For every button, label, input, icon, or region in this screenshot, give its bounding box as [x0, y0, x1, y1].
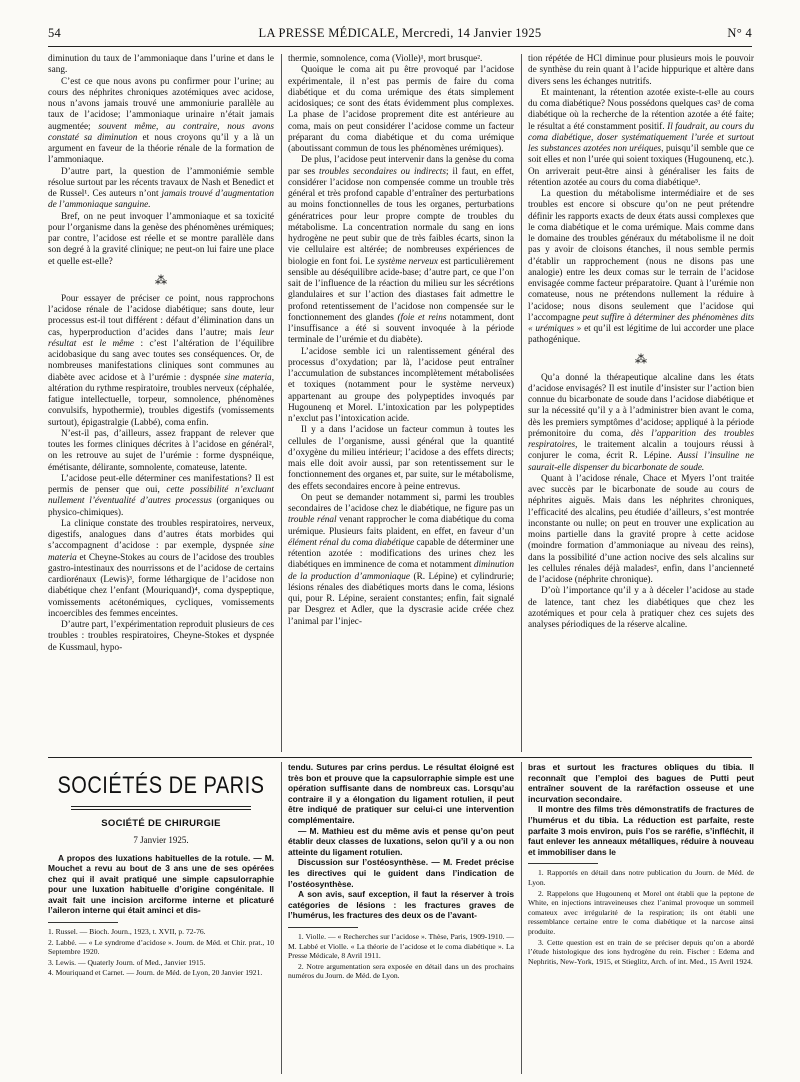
societes-column-1 — [48, 762, 274, 1074]
footnote: 3. Lewis. — Quaterly Journ. of Med., Janvier 1915. — [48, 957, 206, 967]
issue-number: N° 4 — [727, 26, 752, 40]
paragraph: D’où l’importance qu’il y a à déceler l’acidose au stade de latence, tant chez les diabétiques que chez les azotémiques et pour cela à pratiquer chez ces sujets des analyses périodiques de la réserve alcaline. — [528, 586, 754, 630]
paragraph: D’autre part, la question de l’ammoniémie semble résolue surtout par les récents travaux de Nash et Benedict et de Russel¹. Ces auteurs n’ont jamais trouvé d’augmentation de l’ammoniaque sanguine. — [48, 166, 274, 211]
footnotes — [48, 927, 274, 978]
page-header — [48, 26, 752, 44]
paragraph: Bref, on ne peut invoquer l’ammoniaque et sa toxicité pour l’organisme dans la genèse des phénomènes urémiques; par contre, l’acidose est réelle et se montre parallèle dans son degré à la gravité clinique; ne peut-on lui faire une place et quelle est-elle? — [48, 211, 274, 267]
paragraph: La question du métabolisme intermédiaire et de ses troubles est encore si obscure qu’on ne peut prétendre définir les rapports exacts de deux états aussi complexes que le coma diabétique et le coma urémique. Mais comme dans le domaine des troubles généraux du métabolisme il ne doit pas y avoir de cloisons étanches, il nous semble permis d’établir un rapprochement (nous ne disons pas une analogie) entre les deux comas sur le terrain de l’acidose envisagée comme facteur préparatoire. Quant à l’urémie non comateuse, nous ne prétendons nullement la réduire à l’acidose; nous disons seulement que l’acidose qui l’accompagne peut suffire à déterminer des phénomènes dits « urémiques » et qu’il est légitime de lui accorder une place pathogénique. — [528, 189, 754, 346]
header-rule — [48, 46, 752, 47]
paragraph: tion répétée de HCl diminue pour plusieurs mois le pouvoir de synthèse du rein quant à l’acide hippurique et altère dans divers sens les échanges nutritifs. — [528, 54, 754, 87]
paragraph: C’est ce que nous avons pu confirmer pour l’urine; au cours des néphrites chroniques azotémiques avec acidose, nous n’avons jamais trouvé une ammoniurie parallèle au taux de l’acidose; l’ammoniaque urinaire n’était jamais augmentée; souvent même, au contraire, nous avons constaté sa diminution et nous croyons qu’il y a là un argument en faveur de la théorie rénale de la formation de l’ammoniaque. — [48, 76, 274, 166]
societes-column-2 — [288, 762, 514, 1074]
article-column-2 — [288, 54, 514, 754]
article-column-1 — [48, 54, 274, 754]
paragraph: Et maintenant, la rétention azotée existe-t-elle au cours du coma diabétique? Nous possédons quelques cas³ de coma diabétique où la recherche de la rétention azotée a été faite; le résultat a été constamment positif. Il faudrait, au cours du coma diabétique, doser systématiquement l’urée et surtout les substances azotées non uréiques, puisqu’il semble que ce soit elles et non l’urée qui soient toxiques (Hugounenq, etc.). On arriverait peut-être ainsi à généraliser les faits de rétention azotée au cours du coma diabétique⁵. — [528, 87, 754, 188]
column-divider — [281, 762, 282, 1074]
paragraph: L’acidose peut-elle déterminer ces manifestations? Il est permis de penser que oui, cette possibilité n’excluant nullement l’éventualité d’autres processus (organiques ou physico-chimiques). — [48, 473, 274, 518]
societes-column-3 — [528, 762, 754, 1074]
paragraph: La clinique constate des troubles respiratoires, nerveux, digestifs, analogues dans d’autres états morbides qui s’accompagnent d’acidose : par exemple, dyspnée sine materia et Cheyne-Stokes au cours de l’acidose des troubles gastro-intestinaux des nourrissons et de l’acidose de certains cardiorénaux (Lewis)³, forme léthargique de l’acidose non diabétique chez l’enfant (Mouriquand)⁴, coma dyspeptique, vomissements acétonémiques, cycliques, vomissements incoercibles des femmes enceintes. — [48, 518, 274, 619]
paragraph: Qu’a donné la thérapeutique alcaline dans les états d’acidose envisagés? Il est inutile d’insister sur l’action bien connue du bicarbonate de soude dans l’acidose diabétique et sur la nécessité qu’il y a à l’administrer bien avant le coma, dès les premiers symptômes d’acidose; appliqué à la période prémonitoire du coma, dès l’apparition des troubles respiratoires, le traitement alcalin a toujours réussi à conjurer le coma, écrit R. Lépine. Aussi l’insuline ne saurait-elle dispenser du bicarbonate de soude. — [528, 372, 754, 473]
page-number: 54 — [48, 26, 62, 40]
paragraph: On peut se demander notamment si, parmi les troubles secondaires de l’acidose chez le diabétique, ne figure pas un trouble rénal venant rapprocher le coma diabétique du coma urémique. Plusieurs faits plaident, en effet, en faveur d’un élément rénal du coma diabétique capable de déterminer une rétention azotée : modifications des urines chez les diabétiques en imminence de coma et notamment diminution de la production d’ammoniaque (R. Lépine) et cylindrurie; lésions rénales des diabétiques morts dans le coma, lésions qui, pour R. Lépine, seraient constantes; enfin, fait signalé par Desgrez et Adler, que la dyscrasie acide créée chez l’animal par l’injec- — [288, 492, 514, 627]
footnotes — [528, 868, 754, 966]
paragraph: N’est-il pas, d’ailleurs, assez frappant de relever que toutes les formes cliniques décrites à l’acidose en général², on les retrouve au sujet de l’urémie : forme dyspnéique, émétisante, délirante, somnolente, comateuse, latente. — [48, 428, 274, 473]
footnote: 3. Cette question est en train de se préciser depuis qu’on a abordé l’étude histologique des ions hydrogène du rein. Fischer : Edema and Nephritis, New-York, 1915, et Stieglitz, Arch. of int. Med., 15 Avril 1924. — [528, 937, 754, 966]
section-separator: ⁂ — [155, 272, 167, 287]
paragraph: tendu. Sutures par crins perdus. Le résultat éloigné est très bon et prouve que la capsulorraphie simple est une opération suffisante dans de nombreux cas. Lorsqu’au contraire il y a élongation du ligament rotulien, il peut être indiqué de pratiquer sur celui-ci une intervention complémentaire. — [288, 762, 514, 825]
paragraph: bras et surtout les fractures obliques du tibia. Il reconnaît que l’emploi des bagues de Putti peut entraîner souvent de la raréfaction osseuse et une incurvation secondaire. — [528, 762, 754, 804]
paragraph: Quoique le coma ait pu être provoqué par l’acidose expérimentale, il n’est pas permis de faire du coma diabétique et du coma urémique des états simplement acidosiques; ce sont des états évidemment plus complexes. La phase de l’acidose proprement dite est antérieure au coma, mais on peut considérer l’acidose comme un facteur préparant du coma diabétique et du coma urémique (aboutissant commun de tous les phénomènes urémiques). — [288, 65, 514, 154]
footnote-rule — [528, 863, 598, 864]
society-name: SOCIÉTÉ DE CHIRURGIE — [101, 818, 221, 829]
section-separator: ⁂ — [635, 351, 647, 366]
paragraph: D’autre part, l’expérimentation reproduit plusieurs de ces troubles : troubles respiratoires, Cheyne-Stokes et dyspnée de Kussmaul, hypo- — [48, 620, 274, 653]
footnote: 2. Rappelons que Hugounenq et Morel ont établi que la peptone de White, en injections intraveineuses chez l’animal provoque un sommeil comateux avec irrégularité de la respiration; ils ont établi une ressemblance certaine entre le coma diabétique et la narcose ainsi produite. — [528, 888, 754, 936]
footnote: 2. Labbé. — « Le syndrome d’acidose ». Journ. de Méd. et Chir. prat., 10 Septembre 1920. — [48, 937, 274, 957]
journal-title: LA PRESSE MÉDICALE, Mercredi, 14 Janvier 1925 — [258, 26, 542, 40]
paragraph: Pour essayer de préciser ce point, nous rapprochons l’acidose rénale de l’acidose diabétique; sans doute, leur processus est-il tout différent : défaut d’élimination dans un cas, hyperproduction d’acides dans l’autre; mais leur résultat est le même : c’est l’altération de l’équilibre acidobasique du sang avec toutes ses conséquences. Or, de nombreuses manifestations cliniques sont communes au diabète avec acidose et à l’urémie : dyspnée sine materia, altération du rythme respiratoire, troubles nerveux (céphalée, fatigue intellectuelle, torpeur, somnolence, phénomènes convulsifs, hypothermie), troubles digestifs (vomissements surtout), épigastralgie (Labbé), coma enfin. — [48, 293, 274, 428]
column-divider — [521, 762, 522, 1074]
footnotes — [288, 932, 514, 981]
footnote: 1. Russel. — Bioch. Journ., 1923, t. XVII, p. 72-76. — [48, 927, 206, 937]
paragraph: Discussion sur l’ostéosynthèse. — M. Fredet précise les directives qui le guident dans l’indication de l’ostéosynthèse. — [288, 857, 514, 889]
column-divider — [521, 54, 522, 752]
footnote: 2. Notre argumentation sera exposée en détail dans un des prochains numéros du Journ. de Méd. de Lyon. — [288, 961, 514, 981]
paragraph: L’acidose semble ici un ralentissement général des processus d’oxydation; par là, l’acidose peut entraîner l’accumulation de substances incomplètement métabolisées et toxiques (notamment pour le système nerveux) appartenant au groupe des polypeptides invoqués par Hugounenq et Morel. L’intoxication par les polypeptides n’exclut pas l’intoxication acide. — [288, 346, 514, 424]
paragraph: A propos des luxations habituelles de la rotule. — M. Mouchet a revu au bout de 3 ans une de ses opérées chez qui il avait pratiqué une simple capsulorraphie pour une luxation habituelle d’origine congénitale. Il avait fait une incision arciforme interne et plicaturé l’aileron interne qui était aminci et dis- — [48, 852, 274, 916]
footnote-rule — [288, 927, 358, 928]
paragraph: A son avis, sauf exception, il faut la réserver à trois catégories de lésions : les fractures graves de l’humérus, les fractures des deux os de l’avant- — [288, 889, 514, 921]
section-rule — [48, 757, 752, 758]
paragraph: diminution du taux de l’ammoniaque dans l’urine et dans le sang. — [48, 54, 274, 76]
footnote: 1. Violle. — « Recherches sur l’acidose ». Thèse, Paris, 1909-1910. — M. Labbé et Violle. « La théorie de l’acidose et le coma diabétique ». La Presse Médicale, 8 Avril 1911. — [288, 931, 514, 961]
footnote-rule — [48, 922, 118, 923]
footnote: 4. Mouriquand et Carnet. — Journ. de Méd. de Lyon, 20 Janvier 1921. — [48, 968, 263, 978]
paragraph: De plus, l’acidose peut intervenir dans la genèse du coma par ses troubles secondaires ou indirects; il faut, en effet, considérer l’acidose non compensée comme un trouble très général et très profond capable d’entraîner des perturbations au moins fonctionnelles de tous les organes, perturbations génératrices pour leur propre compte de troubles du métabolisme. La concentration normale du sang en ions hydrogène ne peut subir que de très faibles écarts, sinon la vie cellulaire est altérée; de nombreuses expériences de biologie en font foi. Le système nerveux est particulièrement sensible au déséquilibre acide-base; d’autre part, ce que l’on sait de l’influence de la réaction du milieu sur les sécrétions glandulaires et sur l’action des diastases fait admettre le profond retentissement de l’acidose non compensée sur le fonctionnement des glandes (foie et reins notamment, dont l’insuffisance a été si souvent invoquée à la période terminale de l’urémie et du diabète). — [288, 155, 514, 346]
column-divider — [281, 54, 282, 752]
paragraph: Il y a dans l’acidose un facteur commun à toutes les cellules de l’organisme, aussi général que la quantité d’oxygène du milieu intérieur; l’acidose a des effets directs; mais elle doit avoir aussi, par son retentissement sur le fonctionnement des organes et, par suite, sur le métabolisme, des effets secondaires encore à peine entrevus. — [288, 425, 514, 492]
section-title: SOCIÉTÉS DE PARIS — [57, 772, 265, 800]
session-date: 7 Janvier 1925. — [133, 835, 189, 846]
paragraph: Quant à l’acidose rénale, Chace et Myers l’ont traitée avec succès par le bicarbonate de soude au cours de néphrites aiguës. Mais dans les néphrites chroniques, l’efficacité des alcalins, peu étudiée d’ailleurs, s’est montrée inconstante ou nulle; on peut en trouver une explication au moins partielle dans la gravité propre à cette acidose (moindre formation d’ammoniaque au niveau des reins), dans la possibilité d’une action nocive des sels alcalins sur les cellules rénales déjà malades², enfin, dans l’ancienneté de l’acidose (néphrite chronique). — [528, 473, 754, 585]
footnote: 1. Rapportés en détail dans notre publication du Journ. de Méd. de Lyon. — [528, 868, 754, 887]
article-column-3 — [528, 54, 754, 754]
paragraph: Il montre des films très démonstratifs de fractures de l’humérus et du tibia. La réduction est parfaite, reste parfaite 3 mois environ, puis l’os se raréfie, s’infléchit, il faut enlever les anneaux métalliques, réduire à nouveau et immobiliser dans le — [528, 804, 754, 857]
paragraph: — M. Mathieu est du même avis et pense qu’on peut établir deux classes de luxations, selon qu’il y a ou non atteinte du ligament rotulien. — [288, 825, 514, 857]
paragraph: thermie, somnolence, coma (Violle)¹, mort brusque². — [288, 54, 483, 64]
